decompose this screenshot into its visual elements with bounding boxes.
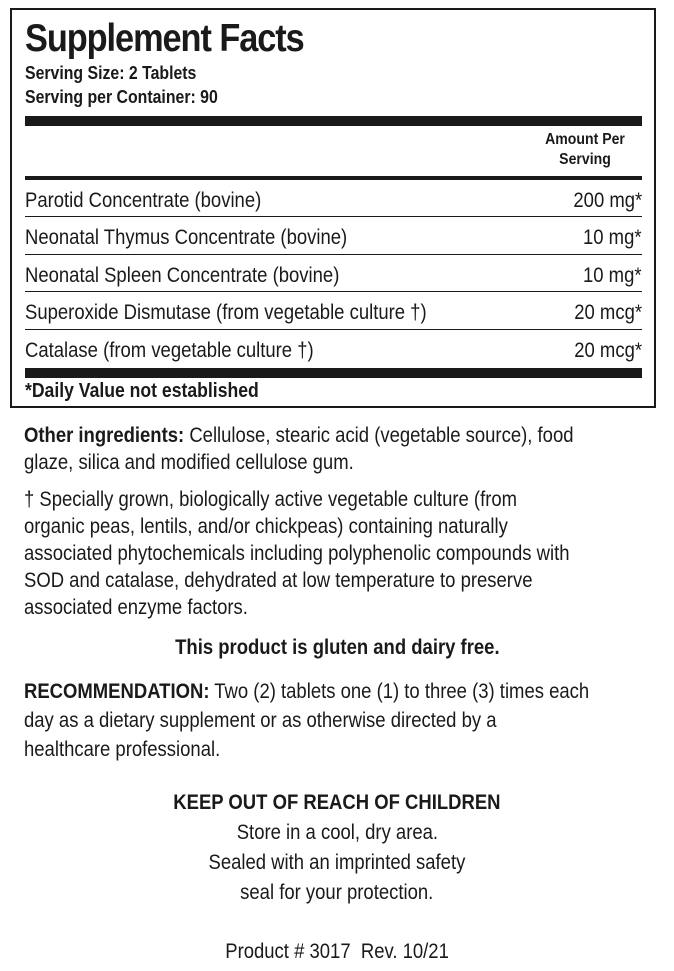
product-info [0, 938, 674, 965]
seal-notice-text: seal for your protection. [240, 881, 434, 904]
amount-header-line2: Serving [559, 151, 611, 168]
facts-row [25, 292, 642, 329]
culture-note-line: † Specially grown, biologically active vegetable culture (from [24, 488, 518, 511]
product-info-text: Product # 3017 Rev. 10/21 [225, 940, 449, 963]
thick-divider-bottom [25, 368, 642, 378]
ingredient-name: Superoxide Dismutase (from vegetable culture †) [25, 301, 427, 324]
recommendation-text: day as a dietary supplement or as otherwise directed by a [24, 709, 497, 732]
ingredient-name: Neonatal Thymus Concentrate (bovine) [25, 226, 348, 249]
recommendation [24, 677, 658, 764]
keep-out-warning-text: KEEP OUT OF REACH OF CHILDREN [173, 791, 501, 814]
ingredient-name: Parotid Concentrate (bovine) [25, 189, 262, 212]
culture-note-line: associated enzyme factors. [24, 596, 248, 619]
culture-note-line: SOD and catalase, dehydrated at low temperature to preserve [24, 569, 533, 592]
seal-notice-text: Sealed with an imprinted safety [208, 851, 466, 874]
culture-note-line: organic peas, lentils, and/or chickpeas) containing naturally [24, 515, 508, 538]
ingredient-amount: 20 mcg* [574, 339, 642, 362]
ingredient-amount: 10 mg* [583, 226, 642, 249]
other-ingredients-text: glaze, silica and modified cellulose gum. [24, 451, 354, 474]
recommendation-label: RECOMMENDATION: [24, 680, 210, 703]
storage-instruction [0, 819, 674, 846]
gluten-statement-text: This product is gluten and dairy free. [174, 636, 500, 659]
seal-notice-line1 [0, 849, 674, 876]
other-ingredients-label: Other ingredients: [24, 424, 185, 447]
other-ingredients-text: Cellulose, stearic acid (vegetable source), food [184, 424, 574, 447]
serving-size: Serving Size: 2 Tablets [25, 63, 197, 83]
gluten-statement [0, 634, 674, 661]
facts-row [25, 330, 642, 367]
ingredient-name: Catalase (from vegetable culture †) [25, 339, 314, 362]
amount-header-line1: Amount Per [545, 131, 625, 148]
servings-per-container: Serving per Container: 90 [25, 87, 218, 107]
ingredient-amount: 200 mg* [573, 189, 642, 212]
thick-divider-top [25, 116, 642, 126]
keep-out-warning [0, 789, 674, 816]
other-ingredients [24, 422, 658, 476]
facts-row [25, 255, 642, 292]
recommendation-text: healthcare professional. [24, 738, 221, 761]
culture-note [24, 486, 658, 621]
seal-notice-line2 [0, 879, 674, 906]
facts-row [25, 180, 642, 217]
ingredient-name: Neonatal Spleen Concentrate (bovine) [25, 264, 340, 287]
panel-title: Supplement Facts [25, 17, 304, 60]
culture-note-line: associated phytochemicals including polyphenolic compounds with [24, 542, 570, 565]
storage-instruction-text: Store in a cool, dry area. [236, 821, 438, 844]
supplement-facts-panel [10, 8, 656, 408]
ingredient-amount: 20 mcg* [574, 301, 642, 324]
daily-value-note: *Daily Value not established [25, 380, 259, 402]
ingredient-amount: 10 mg* [583, 264, 642, 287]
recommendation-text: Two (2) tablets one (1) to three (3) times each [209, 680, 590, 703]
amount-per-serving-header [523, 130, 646, 170]
facts-row [25, 217, 642, 254]
